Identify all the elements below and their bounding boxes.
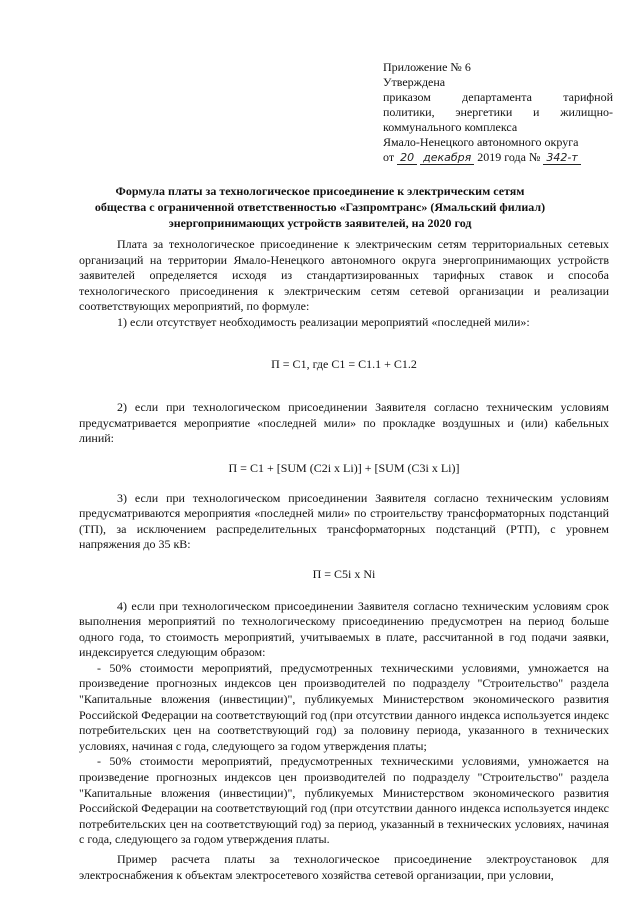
title-line-1: Формула платы за технологическое присоединение к электрическим сетям: [115, 184, 525, 198]
formula-3: П = С5i x Ni: [312, 566, 376, 581]
case-3-paragraph: 3) если при технологическом присоединении Заявителя согласно техническим условиям предусматриваются мероприятия «последней мили» по строительству трансформаторных подстанций (ТП), за исключением распределительных трансформаторных подстанций (РТП), с уровнем напряжения до 35 кВ:: [79, 490, 609, 552]
order-line-4: Ямало-Ненецкого автономного округа: [383, 135, 579, 149]
handwritten-month: декабря: [420, 152, 474, 165]
order-line-1: приказом департамента тарифной: [383, 90, 613, 104]
indexation-item-2: - 50% стоимости мероприятий, предусмотренных техническими условиями, умножается на произведение прогнозных индексов цен производителей по подразделу "Строительство" раздела "Капитальные вложения (инвестиции)", публикуемых Министерством экономического развития Российской Федерации на соответствующий год (при отсутствии данного индекса используется индекс потребительских цен на соответствующий год) за период, указанный в технических условиях, начиная с года, следующего за годом утверждения платы.: [79, 754, 609, 847]
approved-label: Утверждена: [383, 75, 446, 89]
date-prefix: от: [383, 150, 395, 164]
order-line-3: коммунального комплекса: [383, 120, 518, 134]
order-date-line: [383, 150, 613, 165]
formula-2: П = С1 + [SUM (C2i x Li)] + [SUM (C3i x Li)]: [228, 460, 460, 475]
appendix-number: Приложение № 6: [383, 60, 471, 74]
document-body: [79, 237, 609, 883]
intro-paragraph: Плата за технологическое присоединение к электрическим сетям территориальных сетевых организаций на территории Ямало-Ненецкого автономного округа энергопринимающих устройств заявителей определяется исходя из стандартизированных тарифных ставок и способа технологического присоединения к электрическим сетям сетевой организации и реализации соответствующих мероприятий, по формуле:: [79, 237, 609, 314]
case-4-paragraph: 4) если при технологическом присоединении Заявителя согласно техническим условиям срок выполнения мероприятий по технологическому присоединению предусмотрен на период больше одного года, то стоимость мероприятий, учитываемых в плате, рассчитанной в год подачи заявки, индексируется следующим образом:: [79, 598, 609, 660]
document-title: [60, 183, 580, 231]
title-line-2: общества с ограниченной ответственностью «Газпромтранс» (Ямальский филиал): [94, 200, 546, 214]
handwritten-day: 20: [397, 152, 417, 165]
case-2-paragraph: 2) если при технологическом присоединении Заявителя согласно техническим условиям предусматривается мероприятие «последней мили» по прокладке воздушных и (или) кабельных линий:: [79, 400, 609, 446]
title-line-3: энергопринимающих устройств заявителей, на 2020 год: [168, 216, 472, 230]
handwritten-order-number: 342-т: [543, 152, 580, 165]
indexation-item-1: - 50% стоимости мероприятий, предусмотренных техническими условиями, умножается на произведение прогнозных индексов цен производителей по подразделу "Строительство" раздела "Капитальные вложения (инвестиции)", публикуемых Министерством экономического развития Российской Федерации на соответствующий год (при отсутствии данного индекса используется индекс потребительских цен на соответствующий год) за половину периода, указанного в технических условиях, начиная с года, следующего за годом утверждения платы;: [79, 660, 609, 753]
order-line-2: политики, энергетики и жилищно-: [383, 105, 613, 119]
date-year: 2019 года №: [477, 150, 541, 164]
example-paragraph: Пример расчета платы за технологическое присоединение электроустановок для электроснабжения к объектам электросетевого хозяйства сетевой организации, при условии,: [79, 852, 609, 882]
formula-1: П = С1, где С1 = С1.1 + С1.2: [271, 356, 417, 371]
approval-block: [383, 60, 613, 165]
case-1-paragraph: 1) если отсутствует необходимость реализации мероприятий «последней мили»:: [117, 314, 530, 329]
